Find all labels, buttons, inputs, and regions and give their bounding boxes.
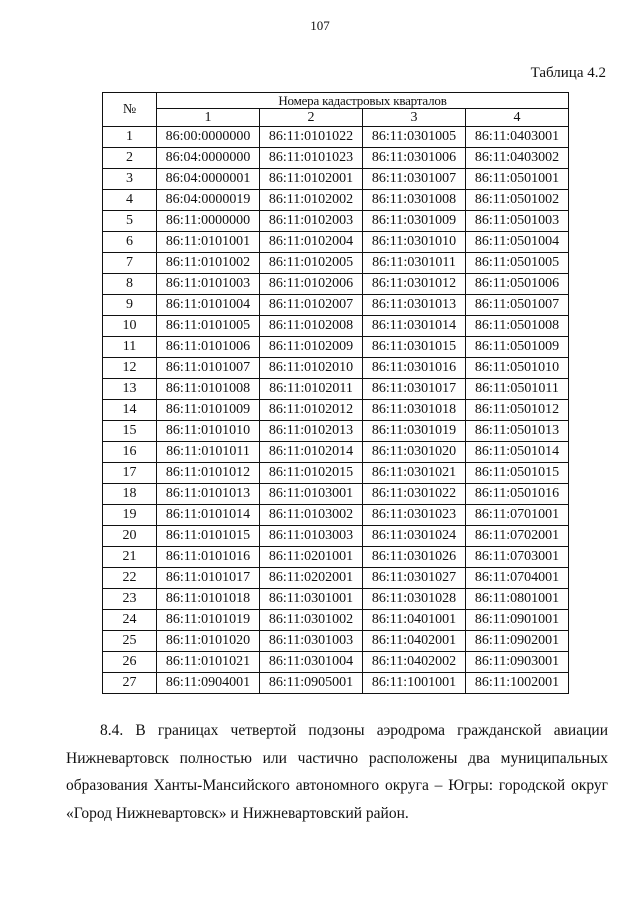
table-row bbox=[103, 547, 569, 568]
row-number-cell: 18 bbox=[103, 484, 157, 505]
cadastral-number-cell: 86:11:0301006 bbox=[363, 148, 466, 169]
cadastral-number-cell: 86:11:0702001 bbox=[466, 526, 569, 547]
cadastral-number-cell: 86:11:0102005 bbox=[260, 253, 363, 274]
row-number-cell: 11 bbox=[103, 337, 157, 358]
cadastral-number-cell: 86:11:0904001 bbox=[157, 673, 260, 694]
column-number-3: 3 bbox=[363, 109, 466, 127]
cadastral-number-cell: 86:11:0301003 bbox=[260, 631, 363, 652]
cadastral-number-cell: 86:11:0101007 bbox=[157, 358, 260, 379]
row-number-cell: 6 bbox=[103, 232, 157, 253]
table-row bbox=[103, 463, 569, 484]
cadastral-number-cell: 86:11:0301007 bbox=[363, 169, 466, 190]
cadastral-number-cell: 86:11:0902001 bbox=[466, 631, 569, 652]
cadastral-number-cell: 86:11:0501002 bbox=[466, 190, 569, 211]
cadastral-number-cell: 86:11:0102002 bbox=[260, 190, 363, 211]
row-number-cell: 15 bbox=[103, 421, 157, 442]
row-number-cell: 3 bbox=[103, 169, 157, 190]
cadastral-number-cell: 86:11:0501008 bbox=[466, 316, 569, 337]
table-row bbox=[103, 316, 569, 337]
cadastral-number-cell: 86:11:0301001 bbox=[260, 589, 363, 610]
row-number-cell: 4 bbox=[103, 190, 157, 211]
table-row bbox=[103, 127, 569, 148]
cadastral-number-cell: 86:11:0403001 bbox=[466, 127, 569, 148]
cadastral-number-cell: 86:11:0501012 bbox=[466, 400, 569, 421]
cadastral-number-cell: 86:11:0103002 bbox=[260, 505, 363, 526]
cadastral-number-cell: 86:11:0101016 bbox=[157, 547, 260, 568]
cadastral-number-cell: 86:04:0000019 bbox=[157, 190, 260, 211]
cadastral-number-cell: 86:11:0501014 bbox=[466, 442, 569, 463]
cadastral-number-cell: 86:11:0101009 bbox=[157, 400, 260, 421]
table-row bbox=[103, 631, 569, 652]
cadastral-number-cell: 86:11:0401001 bbox=[363, 610, 466, 631]
cadastral-number-cell: 86:11:0501003 bbox=[466, 211, 569, 232]
table-row bbox=[103, 484, 569, 505]
row-number-cell: 2 bbox=[103, 148, 157, 169]
cadastral-number-cell: 86:11:0905001 bbox=[260, 673, 363, 694]
cadastral-number-cell: 86:11:0501001 bbox=[466, 169, 569, 190]
cadastral-number-cell: 86:11:0201001 bbox=[260, 547, 363, 568]
cadastral-number-cell: 86:11:0301002 bbox=[260, 610, 363, 631]
cadastral-number-cell: 86:11:0101002 bbox=[157, 253, 260, 274]
cadastral-number-cell: 86:11:0301019 bbox=[363, 421, 466, 442]
row-number-cell: 7 bbox=[103, 253, 157, 274]
row-number-cell: 25 bbox=[103, 631, 157, 652]
cadastral-number-cell: 86:11:0501004 bbox=[466, 232, 569, 253]
row-number-cell: 13 bbox=[103, 379, 157, 400]
table-row bbox=[103, 379, 569, 400]
cadastral-number-cell: 86:11:0501006 bbox=[466, 274, 569, 295]
cadastral-number-cell: 86:11:0101021 bbox=[157, 652, 260, 673]
row-number-cell: 12 bbox=[103, 358, 157, 379]
row-number-cell: 20 bbox=[103, 526, 157, 547]
table-row bbox=[103, 148, 569, 169]
cadastral-number-cell: 86:11:0101001 bbox=[157, 232, 260, 253]
page-number: 107 bbox=[310, 18, 330, 33]
cadastral-number-cell: 86:11:1001001 bbox=[363, 673, 466, 694]
cadastral-number-cell: 86:11:0301009 bbox=[363, 211, 466, 232]
row-number-cell: 10 bbox=[103, 316, 157, 337]
cadastral-number-cell: 86:11:0901001 bbox=[466, 610, 569, 631]
cadastral-number-cell: 86:11:0501010 bbox=[466, 358, 569, 379]
table-row bbox=[103, 610, 569, 631]
table-row bbox=[103, 421, 569, 442]
table-caption: Таблица 4.2 bbox=[530, 65, 606, 81]
row-number-cell: 1 bbox=[103, 127, 157, 148]
cadastral-number-cell: 86:11:0301022 bbox=[363, 484, 466, 505]
cadastral-number-cell: 86:11:0301014 bbox=[363, 316, 466, 337]
cadastral-number-cell: 86:11:0101022 bbox=[260, 127, 363, 148]
row-number-cell: 14 bbox=[103, 400, 157, 421]
cadastral-number-cell: 86:11:0101010 bbox=[157, 421, 260, 442]
cadastral-number-cell: 86:11:0403002 bbox=[466, 148, 569, 169]
cadastral-number-cell: 86:11:1002001 bbox=[466, 673, 569, 694]
cadastral-number-cell: 86:11:0301008 bbox=[363, 190, 466, 211]
cadastral-number-cell: 86:11:0501015 bbox=[466, 463, 569, 484]
table-row bbox=[103, 169, 569, 190]
cadastral-number-cell: 86:11:0301005 bbox=[363, 127, 466, 148]
cadastral-number-cell: 86:11:0402002 bbox=[363, 652, 466, 673]
cadastral-number-cell: 86:00:0000000 bbox=[157, 127, 260, 148]
row-number-cell: 23 bbox=[103, 589, 157, 610]
cadastral-number-cell: 86:11:0101012 bbox=[157, 463, 260, 484]
cadastral-number-cell: 86:11:0301027 bbox=[363, 568, 466, 589]
table-row bbox=[103, 673, 569, 694]
section-paragraph: 8.4. В границах четвертой подзоны аэродрома гражданской авиации Нижневартовск полностью или частично расположены два муниципальных образования Ханты-Мансийского автономного округа – Югры: городской округ «Город Нижневартовск» и Нижневартовский район. bbox=[66, 722, 608, 822]
row-number-cell: 27 bbox=[103, 673, 157, 694]
cadastral-number-cell: 86:11:0301023 bbox=[363, 505, 466, 526]
num-column-header: № bbox=[103, 93, 157, 127]
row-number-cell: 16 bbox=[103, 442, 157, 463]
row-number-cell: 17 bbox=[103, 463, 157, 484]
cadastral-number-cell: 86:11:0102014 bbox=[260, 442, 363, 463]
cadastral-number-cell: 86:11:0101003 bbox=[157, 274, 260, 295]
cadastral-number-cell: 86:11:0102009 bbox=[260, 337, 363, 358]
row-number-cell: 5 bbox=[103, 211, 157, 232]
table-header-row bbox=[103, 93, 569, 109]
cadastral-number-cell: 86:11:0501016 bbox=[466, 484, 569, 505]
cadastral-number-cell: 86:04:0000000 bbox=[157, 148, 260, 169]
cadastral-number-cell: 86:11:0102001 bbox=[260, 169, 363, 190]
table-row bbox=[103, 589, 569, 610]
cadastral-number-cell: 86:11:0703001 bbox=[466, 547, 569, 568]
row-number-cell: 24 bbox=[103, 610, 157, 631]
cadastral-number-cell: 86:11:0101005 bbox=[157, 316, 260, 337]
cadastral-number-cell: 86:04:0000001 bbox=[157, 169, 260, 190]
cadastral-number-cell: 86:11:0103003 bbox=[260, 526, 363, 547]
cadastral-number-cell: 86:11:0301015 bbox=[363, 337, 466, 358]
cadastral-number-cell: 86:11:0501007 bbox=[466, 295, 569, 316]
table-row bbox=[103, 232, 569, 253]
cadastral-number-cell: 86:11:0102015 bbox=[260, 463, 363, 484]
cadastral-number-cell: 86:11:0101018 bbox=[157, 589, 260, 610]
group-header: Номера кадастровых кварталов bbox=[157, 93, 569, 109]
cadastral-number-cell: 86:11:0102006 bbox=[260, 274, 363, 295]
cadastral-number-cell: 86:11:0101014 bbox=[157, 505, 260, 526]
cadastral-number-cell: 86:11:0102004 bbox=[260, 232, 363, 253]
table-row bbox=[103, 190, 569, 211]
row-number-cell: 8 bbox=[103, 274, 157, 295]
cadastral-number-cell: 86:11:0101023 bbox=[260, 148, 363, 169]
cadastral-number-cell: 86:11:0501013 bbox=[466, 421, 569, 442]
cadastral-table bbox=[102, 92, 569, 694]
cadastral-number-cell: 86:11:0102011 bbox=[260, 379, 363, 400]
row-number-cell: 9 bbox=[103, 295, 157, 316]
cadastral-number-cell: 86:11:0102003 bbox=[260, 211, 363, 232]
column-number-row bbox=[103, 109, 569, 127]
table-row bbox=[103, 274, 569, 295]
table-body bbox=[103, 127, 569, 694]
cadastral-number-cell: 86:11:0301011 bbox=[363, 253, 466, 274]
table-row bbox=[103, 253, 569, 274]
cadastral-number-cell: 86:11:0301004 bbox=[260, 652, 363, 673]
row-number-cell: 26 bbox=[103, 652, 157, 673]
cadastral-number-cell: 86:11:0301016 bbox=[363, 358, 466, 379]
cadastral-number-cell: 86:11:0501009 bbox=[466, 337, 569, 358]
cadastral-number-cell: 86:11:0101008 bbox=[157, 379, 260, 400]
cadastral-number-cell: 86:11:0101011 bbox=[157, 442, 260, 463]
cadastral-number-cell: 86:11:0102012 bbox=[260, 400, 363, 421]
cadastral-number-cell: 86:11:0102007 bbox=[260, 295, 363, 316]
cadastral-number-cell: 86:11:0101013 bbox=[157, 484, 260, 505]
cadastral-number-cell: 86:11:0801001 bbox=[466, 589, 569, 610]
cadastral-number-cell: 86:11:0301028 bbox=[363, 589, 466, 610]
cadastral-number-cell: 86:11:0101015 bbox=[157, 526, 260, 547]
cadastral-number-cell: 86:11:0301010 bbox=[363, 232, 466, 253]
table-row bbox=[103, 337, 569, 358]
column-number-2: 2 bbox=[260, 109, 363, 127]
cadastral-number-cell: 86:11:0000000 bbox=[157, 211, 260, 232]
table-row bbox=[103, 400, 569, 421]
table-row bbox=[103, 505, 569, 526]
cadastral-number-cell: 86:11:0101020 bbox=[157, 631, 260, 652]
table-row bbox=[103, 211, 569, 232]
cadastral-number-cell: 86:11:0701001 bbox=[466, 505, 569, 526]
cadastral-number-cell: 86:11:0301018 bbox=[363, 400, 466, 421]
cadastral-number-cell: 86:11:0301021 bbox=[363, 463, 466, 484]
column-number-4: 4 bbox=[466, 109, 569, 127]
column-number-1: 1 bbox=[157, 109, 260, 127]
table-row bbox=[103, 358, 569, 379]
cadastral-number-cell: 86:11:0301020 bbox=[363, 442, 466, 463]
cadastral-number-cell: 86:11:0301024 bbox=[363, 526, 466, 547]
cadastral-number-cell: 86:11:0402001 bbox=[363, 631, 466, 652]
cadastral-number-cell: 86:11:0301013 bbox=[363, 295, 466, 316]
cadastral-number-cell: 86:11:0903001 bbox=[466, 652, 569, 673]
cadastral-number-cell: 86:11:0704001 bbox=[466, 568, 569, 589]
table-row bbox=[103, 526, 569, 547]
row-number-cell: 21 bbox=[103, 547, 157, 568]
cadastral-number-cell: 86:11:0101019 bbox=[157, 610, 260, 631]
row-number-cell: 19 bbox=[103, 505, 157, 526]
table-row bbox=[103, 568, 569, 589]
cadastral-number-cell: 86:11:0101004 bbox=[157, 295, 260, 316]
cadastral-number-cell: 86:11:0501005 bbox=[466, 253, 569, 274]
table-row bbox=[103, 442, 569, 463]
cadastral-number-cell: 86:11:0301026 bbox=[363, 547, 466, 568]
cadastral-number-cell: 86:11:0102008 bbox=[260, 316, 363, 337]
cadastral-number-cell: 86:11:0501011 bbox=[466, 379, 569, 400]
table-row bbox=[103, 652, 569, 673]
table-row bbox=[103, 295, 569, 316]
cadastral-number-cell: 86:11:0102010 bbox=[260, 358, 363, 379]
cadastral-number-cell: 86:11:0301017 bbox=[363, 379, 466, 400]
cadastral-number-cell: 86:11:0101006 bbox=[157, 337, 260, 358]
cadastral-number-cell: 86:11:0101017 bbox=[157, 568, 260, 589]
row-number-cell: 22 bbox=[103, 568, 157, 589]
cadastral-number-cell: 86:11:0103001 bbox=[260, 484, 363, 505]
cadastral-number-cell: 86:11:0301012 bbox=[363, 274, 466, 295]
cadastral-number-cell: 86:11:0202001 bbox=[260, 568, 363, 589]
cadastral-number-cell: 86:11:0102013 bbox=[260, 421, 363, 442]
